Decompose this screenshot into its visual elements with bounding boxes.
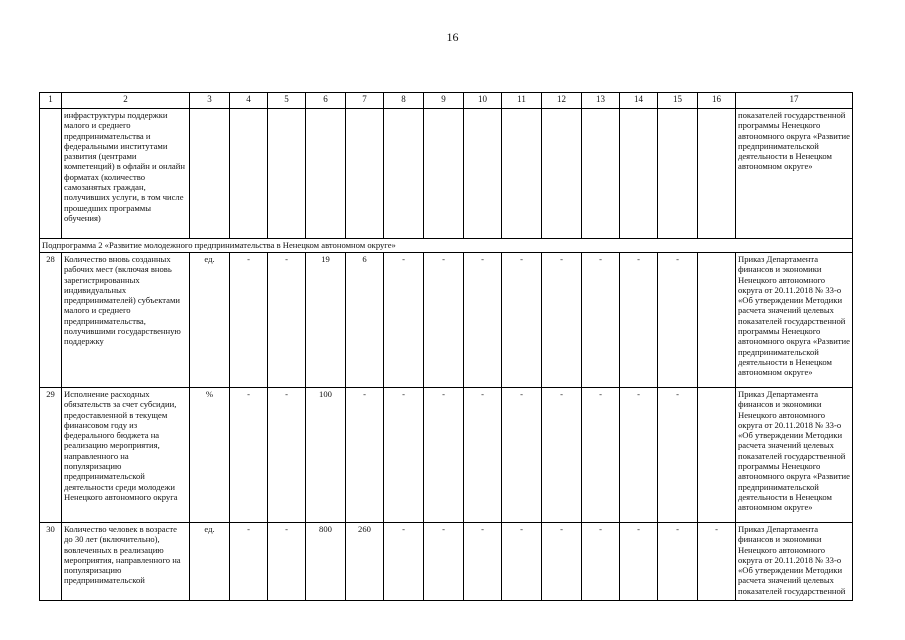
value-cell [698, 253, 736, 388]
value-cell: - [542, 388, 582, 523]
table-row [40, 523, 853, 601]
value-cell: - [620, 388, 658, 523]
value-cell: - [658, 253, 698, 388]
value-cell: - [346, 388, 384, 523]
header-cell: 11 [502, 93, 542, 109]
row-number: 30 [40, 523, 62, 601]
unit-cell: ед. [190, 523, 230, 601]
table-row [40, 253, 853, 388]
value-cell: - [502, 253, 542, 388]
value-cell: 100 [306, 388, 346, 523]
value-cell: - [502, 523, 542, 601]
header-cell: 8 [384, 93, 424, 109]
value-cell: - [502, 388, 542, 523]
value-cell: - [268, 253, 306, 388]
value-cell: - [424, 388, 464, 523]
value-cell: 6 [346, 253, 384, 388]
row-number: 28 [40, 253, 62, 388]
header-cell: 7 [346, 93, 384, 109]
row-number: 29 [40, 388, 62, 523]
indicator-name: Исполнение расходных обязательств за счет субсидии, предоставленной в текущем финансовом году из федерального бюджета на реализацию мероприятия, направленного на популяризацию предпринимательской деятельности среди молодежи Ненецкого автономного округа [62, 388, 190, 523]
value-cell: - [582, 388, 620, 523]
indicator-name: Количество человек в возрасте до 30 лет (включительно), вовлеченных в реализацию мероприятия, направленного на популяризацию предпринимательской [62, 523, 190, 601]
value-cell: - [268, 388, 306, 523]
source-cell: Приказ Департамента финансов и экономики Ненецкого автономного округа от 20.11.2018 № 33-о «Об утверждении Методики расчета значений целевых показателей государственной программы Ненецкого автономного округа «Развитие предпринимательской деятельности в Ненецком автономном округе» [736, 253, 853, 388]
value-cell: - [620, 523, 658, 601]
value-cell: 260 [346, 523, 384, 601]
header-cell: 1 [40, 93, 62, 109]
subprogram-title: Подпрограмма 2 «Развитие молодежного предпринимательства в Ненецком автономном округе» [40, 239, 853, 253]
table-row [40, 109, 853, 239]
value-cell: - [698, 523, 736, 601]
header-cell: 5 [268, 93, 306, 109]
header-cell: 16 [698, 93, 736, 109]
value-cell [698, 388, 736, 523]
unit-cell: % [190, 388, 230, 523]
value-cell: 19 [306, 253, 346, 388]
unit-cell: ед. [190, 253, 230, 388]
value-cell: - [384, 253, 424, 388]
value-cell: - [658, 523, 698, 601]
header-cell: 13 [582, 93, 620, 109]
page-number: 16 [446, 30, 459, 44]
value-cell: - [658, 388, 698, 523]
value-cell: - [620, 253, 658, 388]
value-cell: - [230, 523, 268, 601]
value-cell: - [424, 253, 464, 388]
header-cell: 17 [736, 93, 853, 109]
table-row [40, 388, 853, 523]
header-cell: 2 [62, 93, 190, 109]
value-cell: - [464, 523, 502, 601]
subprogram-row [40, 239, 853, 253]
header-cell: 10 [464, 93, 502, 109]
header-cell: 4 [230, 93, 268, 109]
source-cell: Приказ Департамента финансов и экономики Ненецкого автономного округа от 20.11.2018 № 33-о «Об утверждении Методики расчета значений целевых показателей государственной [736, 523, 853, 601]
value-cell: - [384, 388, 424, 523]
header-cell: 15 [658, 93, 698, 109]
value-cell: - [464, 253, 502, 388]
header-cell: 6 [306, 93, 346, 109]
indicators-table [39, 92, 853, 601]
header-cell: 9 [424, 93, 464, 109]
header-row [40, 93, 853, 109]
value-cell: - [384, 523, 424, 601]
indicator-name: Количество вновь созданных рабочих мест (включая вновь зарегистрированных индивидуальных предпринимателей) субъектами малого и среднего предпринимательства, получившими государственную поддержку [62, 253, 190, 388]
value-cell: - [582, 253, 620, 388]
source-cell: показателей государственной программы Ненецкого автономного округа «Развитие предпринимательской деятельности в Ненецком автономном округе» [736, 109, 853, 239]
value-cell: - [230, 388, 268, 523]
source-cell: Приказ Департамента финансов и экономики Ненецкого автономного округа от 20.11.2018 № 33-о «Об утверждении Методики расчета значений целевых показателей государственной программы Ненецкого автономного округа «Развитие предпринимательской деятельности в Ненецком автономном округе» [736, 388, 853, 523]
header-cell: 3 [190, 93, 230, 109]
value-cell: 800 [306, 523, 346, 601]
header-cell: 12 [542, 93, 582, 109]
value-cell: - [230, 253, 268, 388]
value-cell: - [268, 523, 306, 601]
value-cell: - [424, 523, 464, 601]
value-cell: - [582, 523, 620, 601]
header-cell: 14 [620, 93, 658, 109]
value-cell: - [542, 253, 582, 388]
value-cell: - [464, 388, 502, 523]
value-cell: - [542, 523, 582, 601]
indicator-name: инфраструктуры поддержки малого и среднего предпринимательства и федеральными институтами развития (центрами компетенций) в офлайн и онлайн форматах (количество самозанятых граждан, получивших услуги, в том числе прошедших программы обучения) [62, 109, 190, 239]
